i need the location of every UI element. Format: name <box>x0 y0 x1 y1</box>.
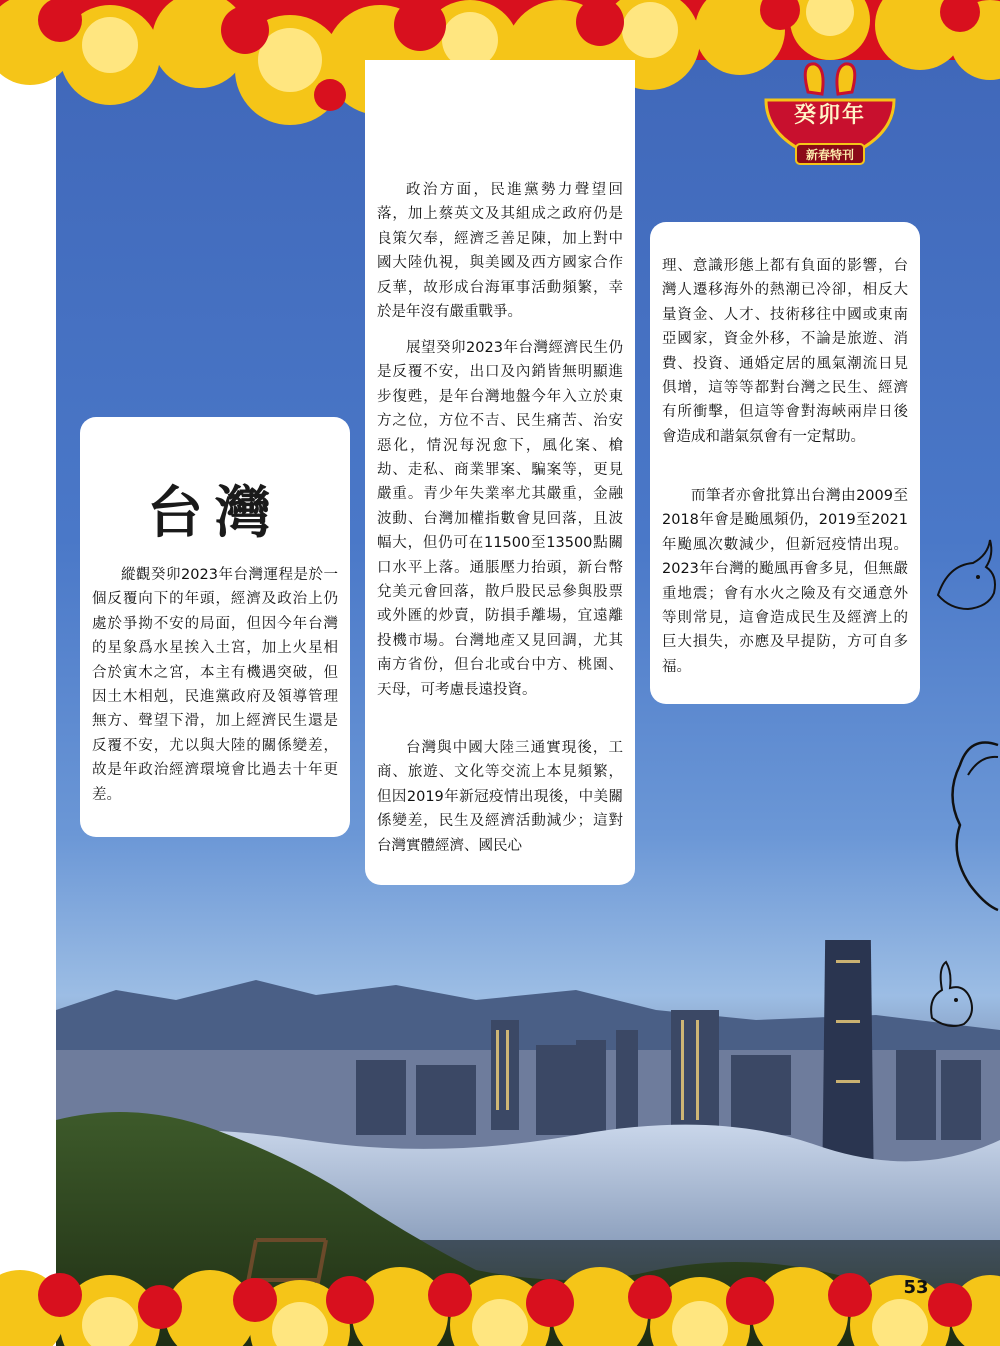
new-year-badge <box>760 62 900 172</box>
taiwan-intro-box <box>80 417 350 837</box>
politics-economy-box <box>365 60 635 885</box>
rabbit-doodle-icon <box>920 958 980 1033</box>
badge-subtitle: 新春特刊 <box>805 148 854 162</box>
page-margin <box>0 0 56 1346</box>
paragraph-society: 理、意識形態上都有負面的影響，台灣人遷移海外的熱潮已冷卻，相反大量資金、人才、技術移往中國或東南亞國家，資金外移，不論是旅遊、消費、投資、通婚定居的風氣潮流日見俱增，這等等都對台灣之民生、經濟有所衝擊，但這等會對海峽兩岸日後會造成和諧氣氛會有一定幫助。 <box>662 258 908 445</box>
paragraph-politics: 政治方面，民進黨勢力聲望回落，加上蔡英文及其組成之政府仍是良策欠奉，經濟乏善足陳，加上對中國大陸仇視，與美國及西方國家合作反華，故形成台海軍事活動頻繁，幸於是年沒有嚴重戰爭。 <box>377 182 623 321</box>
rabbit-doodle-icon <box>940 735 1000 915</box>
intro-paragraph: 縱觀癸卯2023年台灣運程是於一個反覆向下的年頭，經濟及政治上仍處於爭拗不安的局面，但因今年台灣的星象爲水星挨入土宮，加上火星相合於寅木之宮，本主有機遇突破，但因土木相剋，民進黨政府及領導管理無方、聲望下滑，加上經濟民生還是反覆不安，尤以與大陸的關係變差，故是年政治經濟環境會比過去十年更差。 <box>92 567 338 803</box>
rabbit-doodle-icon <box>928 535 1000 615</box>
paragraph-typhoon: 而筆者亦會批算出台灣由2009至2018年會是颱風頻仍，2019至2021年颱風次數減少，但新冠疫情出現。2023年台灣的颱風再會多見，但無嚴重地震；會有水火之險及有交通意外等則常見，這會造成民生及經濟上的巨大損失，亦應及早提防，方可自多福。 <box>662 488 908 675</box>
bottom-cloud-border <box>0 1245 1000 1346</box>
badge-year-text: 癸卯年 <box>793 102 866 128</box>
society-typhoon-box <box>650 222 920 704</box>
paragraph-cross-strait: 台灣與中國大陸三通實現後，工商、旅遊、文化等交流上本見頻繁，但因2019年新冠疫情出現後，中美關係變差，民生及經濟活動減少；這對台灣實體經濟、國民心 <box>377 740 623 854</box>
page-number: 53 <box>903 1277 929 1298</box>
paragraph-economy: 展望癸卯2023年台灣經濟民生仍是反覆不安，出口及內銷皆無明顯進步復甦，是年台灣地盤今年入立於東方之位，方位不吉、民生痛苦、治安惡化，情況每況愈下，風化案、槍劫、走私、商業罪案、騙案等，更見嚴重。青少年失業率尤其嚴重，金融波動、台灣加權指數會見回落，且波幅大，但仍可在11500至13500點關口水平上落。通脹壓力抬頭，新台幣兌美元會回落，散戶股民忌參與股票或外匯的炒賣，防損手離場，宜遠離投機市場。台灣地產又見回調，尤其南方省份，但台北或台中方、桃園、天母，可考慮長遠投資。 <box>377 340 623 698</box>
section-heading: 台灣 <box>147 480 283 546</box>
